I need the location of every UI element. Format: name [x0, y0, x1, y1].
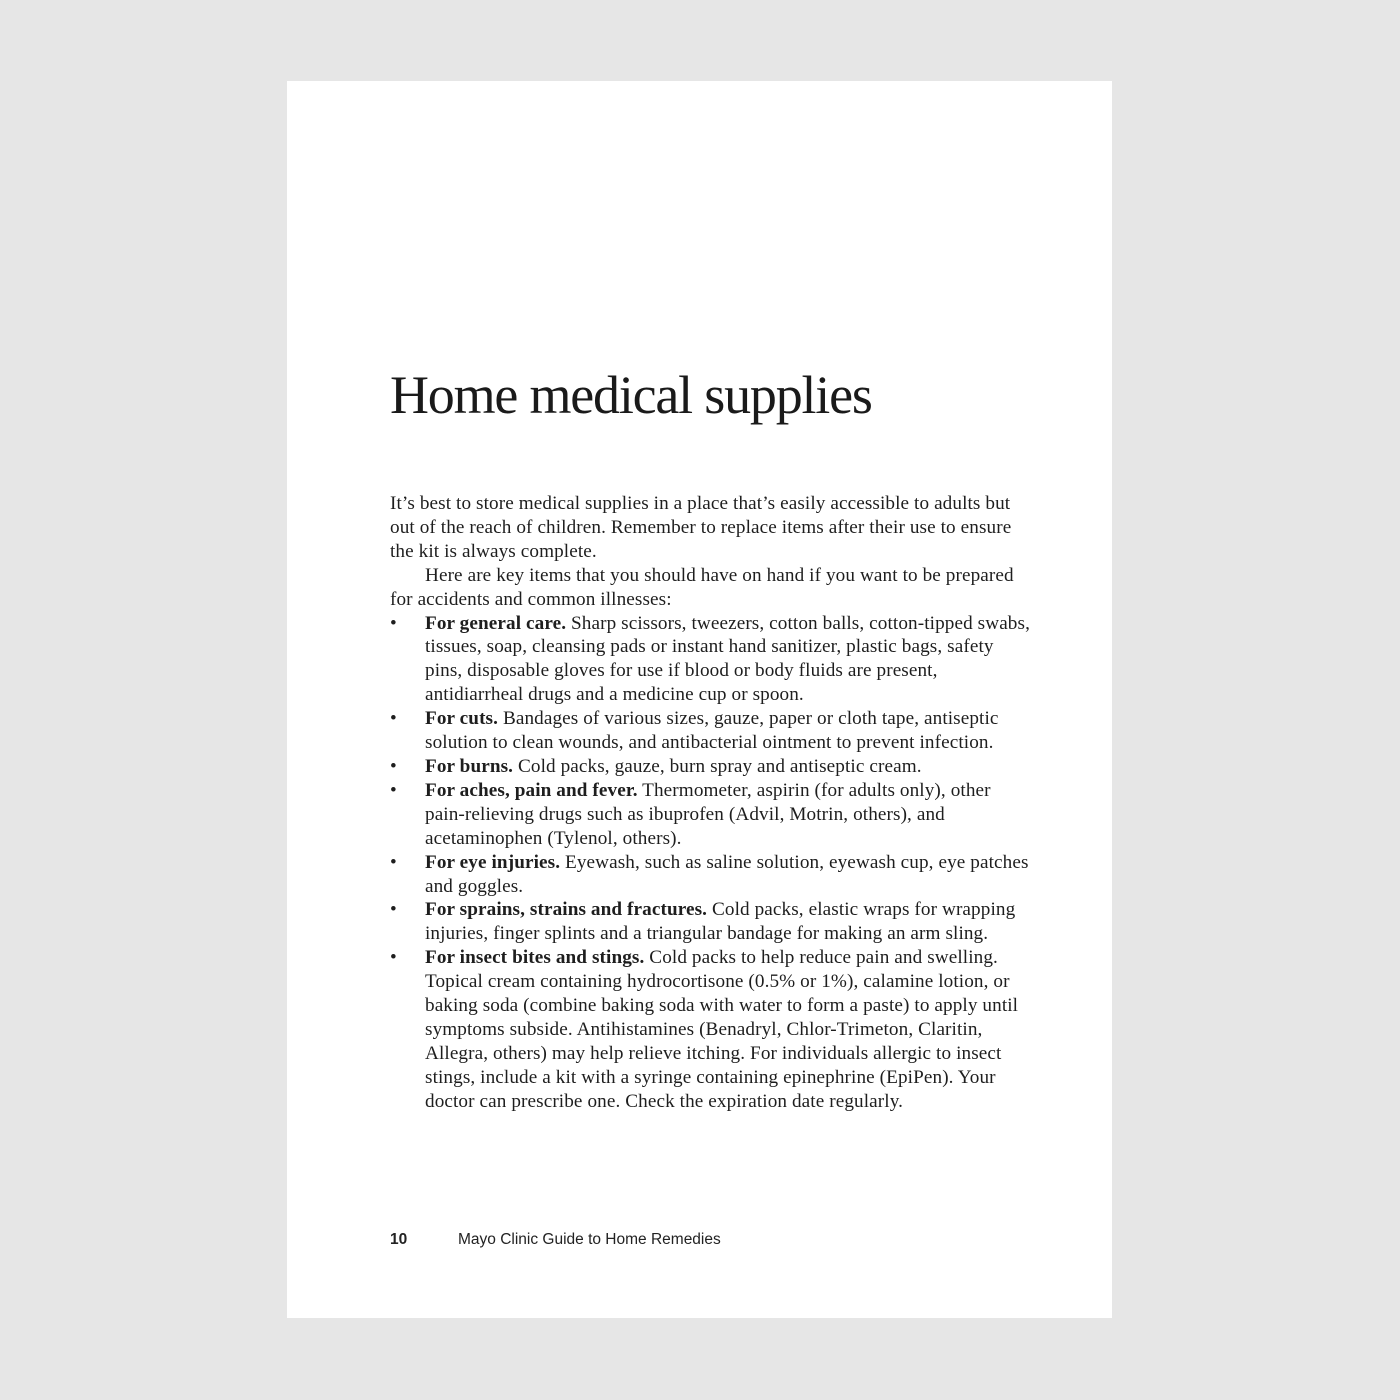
item-heading: For eye injuries. [425, 851, 561, 873]
list-item [390, 612, 1030, 708]
list-item [390, 898, 1030, 946]
item-text: Eyewash, such as saline solution, eyewash cup, eye patches and goggles. [425, 851, 1029, 897]
item-text: Cold packs, elastic wraps for wrapping injuries, finger splints and a triangular bandage for making an arm sling. [425, 899, 1016, 945]
lead-in-paragraph: Here are key items that you should have on hand if you want to be prepared for accidents and common illnesses: [390, 564, 1014, 610]
body-text [390, 492, 1030, 1114]
page-content [390, 363, 1030, 1114]
item-text: Cold packs, gauze, burn spray and antiseptic cream. [517, 755, 922, 777]
item-text: Cold packs to help reduce pain and swelling. Topical cream containing hydrocortisone (0.5% or 1%), calamine lotion, or baking soda (combine baking soda with water to form a paste) to apply until symptoms subside. Antihistamines (Benadryl, Chlor-Trimeton, Claritin, Allegra, others) may help relieve itching. For individuals allergic to insect stings, include a kit with a syringe containing epinephrine (EpiPen). Your doctor can prescribe one. Check the expiration date regularly. [425, 947, 1019, 1112]
item-heading: For sprains, strains and fractures. [425, 899, 708, 921]
list-item [390, 755, 1030, 779]
list-item [390, 779, 1030, 851]
item-heading: For burns. [425, 755, 514, 777]
item-text: Bandages of various sizes, gauze, paper or cloth tape, antiseptic solution to clean wounds, and antibacterial ointment to prevent infection. [425, 708, 999, 754]
bullet-icon: • [390, 899, 397, 921]
page-number: 10 [390, 1231, 408, 1248]
bullet-icon: • [390, 779, 397, 801]
item-text: Thermometer, aspirin (for adults only), other pain-relieving drugs such as ibuprofen (Advil, Motrin, others), and acetaminophen (Tylenol, others). [425, 779, 991, 849]
supply-list [390, 612, 1030, 1114]
bullet-icon: • [390, 851, 397, 873]
item-heading: For insect bites and stings. [425, 947, 645, 969]
page-title: Home medical supplies [390, 365, 872, 425]
document-page [287, 81, 1112, 1318]
bullet-icon: • [390, 708, 397, 730]
page-footer [390, 1231, 721, 1249]
book-title: Mayo Clinic Guide to Home Remedies [458, 1231, 721, 1248]
item-heading: For general care. [425, 612, 567, 634]
bullet-icon: • [390, 755, 397, 777]
item-heading: For cuts. [425, 708, 499, 730]
item-text: Sharp scissors, tweezers, cotton balls, cotton-tipped swabs, tissues, soap, cleansing pads or instant hand sanitizer, plastic bags, safety pins, disposable gloves for use if blood or body fluids are present, antidiarrheal drugs and a medicine cup or spoon. [425, 612, 1030, 706]
bullet-icon: • [390, 947, 397, 969]
item-heading: For aches, pain and fever. [425, 779, 638, 801]
list-item [390, 946, 1030, 1113]
intro-paragraph: It’s best to store medical supplies in a place that’s easily accessible to adults but out of the reach of children. Remember to replace items after their use to ensure the kit is always complete. [390, 493, 1012, 562]
bullet-icon: • [390, 612, 397, 634]
list-item [390, 707, 1030, 755]
list-item [390, 851, 1030, 899]
